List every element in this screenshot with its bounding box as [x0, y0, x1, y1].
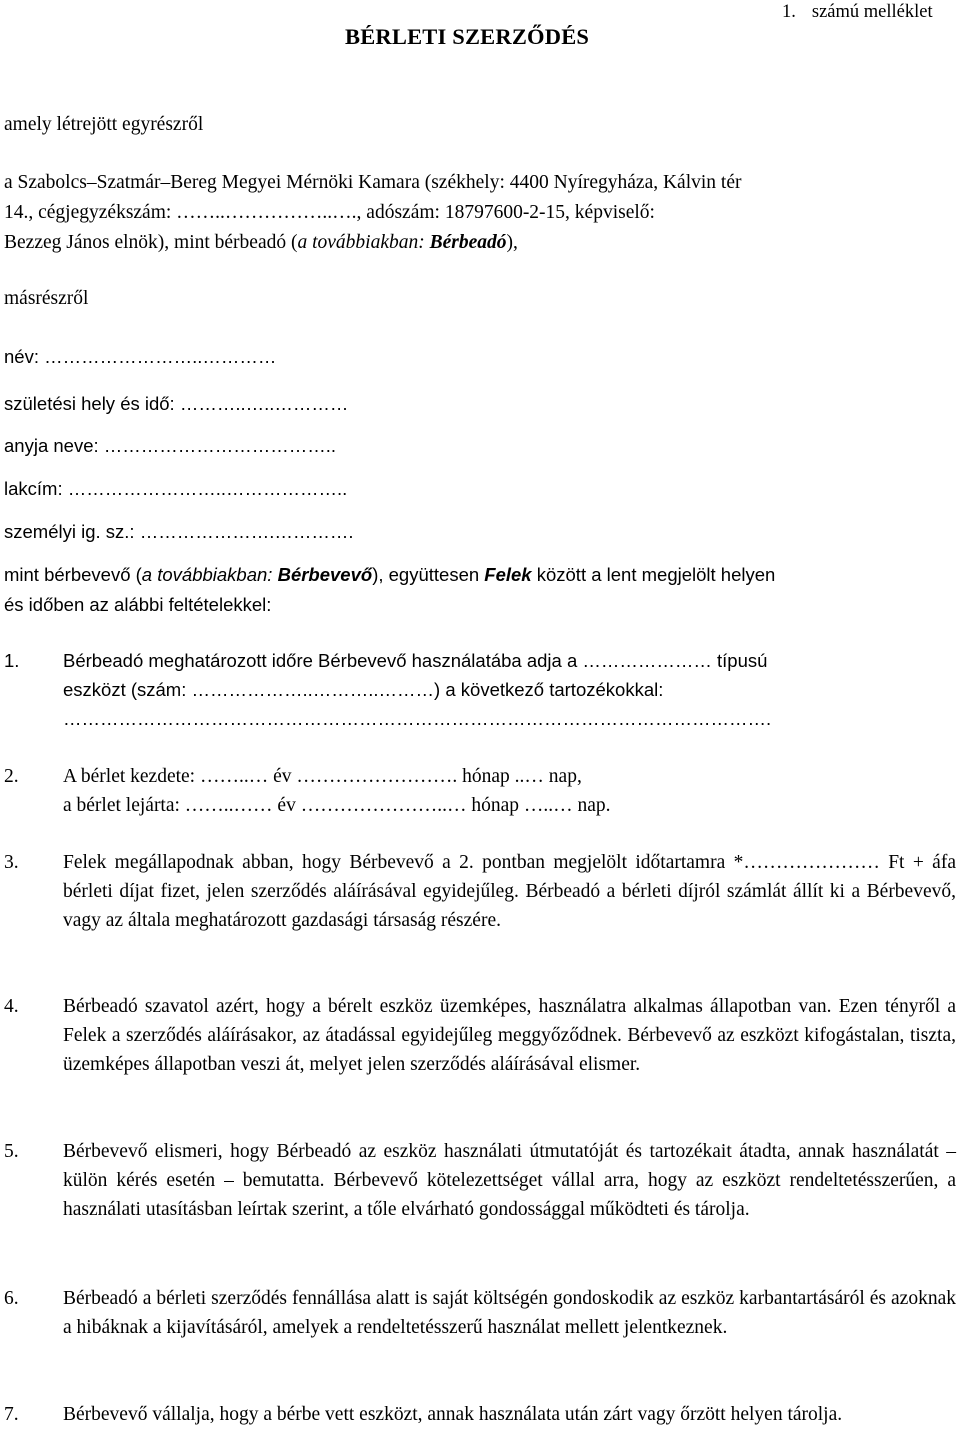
- clause-number: 1.: [4, 650, 20, 671]
- lessee-line-1: [4, 560, 775, 589]
- lessee-line-2: és időben az alábbi feltételekkel:: [4, 594, 272, 615]
- clause-6: [4, 1284, 956, 1342]
- clause-3: [4, 848, 956, 935]
- clause-3-text: Felek megállapodnak abban, hogy Bérbevevő a 2. pontban megjelölt időtartamra *………………… Ft + áfa bérleti díjat fizet, jelen szerződés aláírásával egyidejűleg. Bérbeadó a bérleti díjról számlát állít ki a Bérbevevő, vagy az általa meghatározott gazdasági társaság részére.: [63, 852, 956, 931]
- field-address: lakcím: ……………………..………………..: [4, 478, 348, 499]
- annex-number: 1.: [782, 2, 796, 22]
- lessee-line-1-f: között a lent megjelölt helyen: [531, 564, 776, 585]
- clause-number: 6.: [4, 1288, 19, 1309]
- clause-5-text: Bérbevevő elismeri, hogy Bérbeadó az eszköz használati útmutatóját és tartozékait átadta, annak használatát – külön kérés esetén – bemutatta. Bérbevevő kötelezettséget vállal arra, hogy az eszközt rendeltetésszerűen, a használati utasításban leírtak szerint, a tőle elvárható gondossággal működteti és tárolja.: [63, 1141, 956, 1220]
- clause-2-line-1: A bérlet kezdete: ……..… év ……………………. hónap ..… nap,: [63, 766, 582, 787]
- clause-7: [4, 1400, 956, 1429]
- clause-number: 5.: [4, 1141, 19, 1162]
- clause-1-line-3: …………………………………………………………………………………………………….: [63, 708, 772, 729]
- lessor-line-3: [4, 228, 518, 257]
- lessor-line-3-a: Bezzeg János elnök), mint bérbeadó (: [4, 232, 298, 253]
- lessee-line-1-a: mint bérbevevő (: [4, 564, 142, 585]
- clause-number: 4.: [4, 996, 19, 1017]
- clause-1: [4, 646, 956, 733]
- field-birth: születési hely és idő: ………..…..…………: [4, 393, 349, 414]
- document-title: BÉRLETI SZERZŐDÉS: [345, 24, 590, 49]
- lessee-line-1-b: a továbbiakban:: [141, 564, 278, 585]
- clause-2-line-2: a bérlet lejárta: ……..…… év …………………..… hónap …..… nap.: [63, 795, 611, 816]
- lessor-line-3-b: a továbbiakban:: [297, 232, 430, 253]
- clause-6-text: Bérbeadó a bérleti szerződés fennállása alatt is saját költségén gondoskodik az eszköz karbantartásáról és azoknak a hibáknak a kijavításáról, amelyek a rendeltetésszerű használat mellett jelentkeznek.: [63, 1288, 956, 1338]
- field-id-card: személyi ig. sz.: ………………….………….: [4, 521, 354, 542]
- clause-number: 7.: [4, 1404, 19, 1425]
- clause-1-line-2: eszközt (szám: ………………..………..………) a következő tartozékokkal:: [63, 679, 664, 700]
- clause-5: [4, 1137, 956, 1224]
- lessee-line-1-d: ), együttesen: [372, 564, 485, 585]
- clause-7-text: Bérbevevő vállalja, hogy a bérbe vett eszközt, annak használata után zárt vagy őrzött helyen tárolja.: [63, 1404, 843, 1425]
- lessor-line-1: a Szabolcs–Szatmár–Bereg Megyei Mérnöki Kamara (székhely: 4400 Nyíregyháza, Kálvin tér: [4, 172, 742, 193]
- intro-created: amely létrejött egyrészről: [4, 114, 204, 135]
- field-name: név: ……………………..…………: [4, 346, 277, 367]
- clause-number: 3.: [4, 852, 19, 873]
- parties-term: Felek: [484, 564, 532, 585]
- clause-4: [4, 992, 956, 1079]
- lessor-role: Bérbeadó: [429, 232, 507, 253]
- lessor-line-3-d: ),: [506, 232, 518, 253]
- field-mother: anyja neve: ………………………………..: [4, 435, 337, 456]
- clause-number: 2.: [4, 766, 19, 787]
- annex-text: számú melléklet: [811, 2, 933, 22]
- clause-2: [4, 762, 956, 820]
- lessee-role: Bérbevevő: [277, 564, 373, 585]
- clause-4-text: Bérbeadó szavatol azért, hogy a bérelt eszköz üzemképes, használatra alkalmas állapotban van. Ezen tényről a Felek a szerződés aláírásakor, az átadással egyidejűleg meggyőződnek. Bérbevevő az eszközt kifogástalan, tiszta, üzemképes állapotban veszi át, melyet jelen szerződés aláírásával elismer.: [63, 996, 956, 1075]
- annex-label: [782, 0, 933, 27]
- lessor-line-2: 14., cégjegyzékszám: ……..……………..…., adószám: 18797600-2-15, képviselő:: [4, 202, 655, 223]
- other-side-label: másrészről: [4, 288, 89, 309]
- clause-1-line-1: Bérbeadó meghatározott időre Bérbevevő használatába adja a ………………… típusú: [63, 650, 768, 671]
